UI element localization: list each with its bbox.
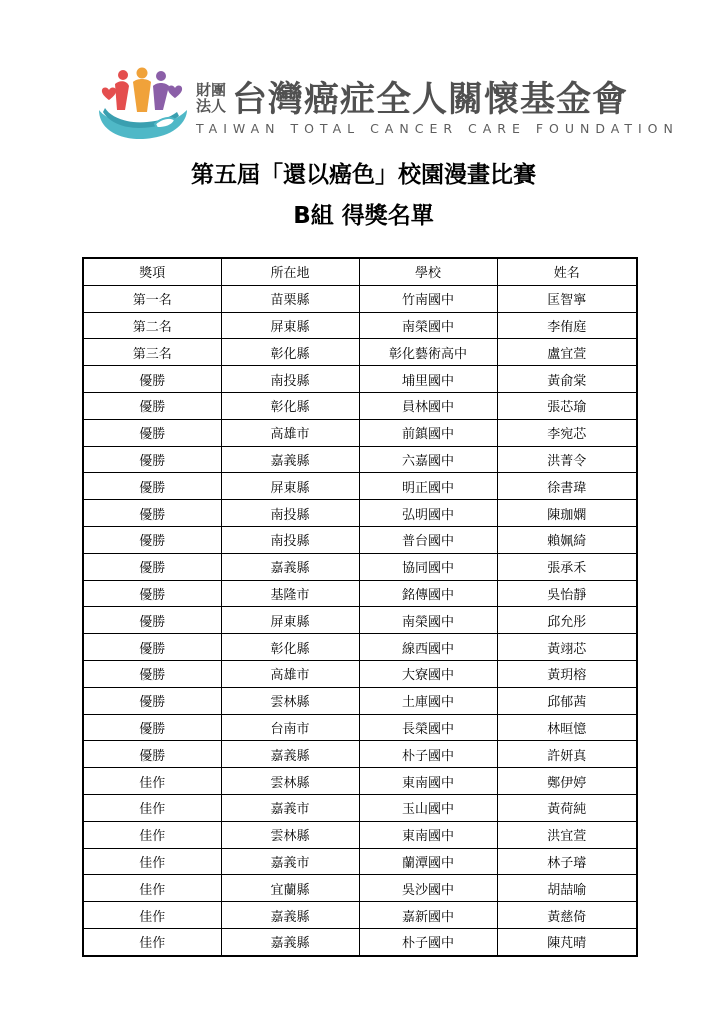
logo-small-line2: 法人 [196,97,227,115]
cell-name: 邱郁茜 [497,687,637,714]
cell-school: 前鎮國中 [359,419,497,446]
cell-award: 佳作 [83,821,221,848]
cell-name: 林子璿 [497,848,637,875]
cell-award: 優勝 [83,366,221,393]
cell-location: 嘉義縣 [221,553,359,580]
table-row [83,419,637,446]
cell-award: 第一名 [83,285,221,312]
header-name: 姓名 [497,258,637,285]
cell-location: 雲林縣 [221,821,359,848]
cell-school: 銘傳國中 [359,580,497,607]
cell-location: 南投縣 [221,526,359,553]
cell-name: 許妍真 [497,741,637,768]
cell-location: 彰化縣 [221,634,359,661]
cell-award: 優勝 [83,446,221,473]
cell-award: 優勝 [83,392,221,419]
cell-name: 胡喆喻 [497,875,637,902]
cell-location: 基隆市 [221,580,359,607]
cell-name: 匡智寧 [497,285,637,312]
cell-school: 普台國中 [359,526,497,553]
cell-award: 佳作 [83,794,221,821]
table-row [83,794,637,821]
cell-name: 黃慈倚 [497,902,637,929]
cell-school: 員林國中 [359,392,497,419]
cell-location: 嘉義市 [221,848,359,875]
logo-small-line1: 財團 [196,81,227,99]
cell-school: 線西國中 [359,634,497,661]
table-row [83,821,637,848]
award-list-table [82,257,638,957]
cell-school: 南榮國中 [359,312,497,339]
cell-award: 優勝 [83,500,221,527]
cell-school: 協同國中 [359,553,497,580]
cell-award: 優勝 [83,634,221,661]
cell-name: 林晅憶 [497,714,637,741]
cell-award: 第二名 [83,312,221,339]
cell-award: 佳作 [83,848,221,875]
foundation-logo [95,66,679,146]
cell-name: 黃翊芯 [497,634,637,661]
cell-location: 嘉義縣 [221,902,359,929]
cell-name: 陳芃晴 [497,928,637,955]
cell-school: 竹南國中 [359,285,497,312]
cell-school: 朴子國中 [359,741,497,768]
table-row [83,848,637,875]
cell-location: 嘉義縣 [221,928,359,955]
header-location: 所在地 [221,258,359,285]
cell-school: 明正國中 [359,473,497,500]
table-row [83,928,637,955]
cell-name: 黃玥榕 [497,660,637,687]
foundation-logo-icon [95,66,191,146]
cell-school: 長榮國中 [359,714,497,741]
cell-award: 優勝 [83,473,221,500]
cell-award: 優勝 [83,660,221,687]
cell-name: 賴姵綺 [497,526,637,553]
cell-award: 優勝 [83,580,221,607]
cell-name: 吳怡靜 [497,580,637,607]
cell-award: 佳作 [83,928,221,955]
cell-school: 土庫國中 [359,687,497,714]
cell-name: 張芯瑜 [497,392,637,419]
logo-english-name: TAIWAN TOTAL CANCER CARE FOUNDATION [196,121,679,136]
cell-school: 玉山國中 [359,794,497,821]
cell-location: 彰化縣 [221,392,359,419]
table-row [83,768,637,795]
cell-school: 吳沙國中 [359,875,497,902]
table-row [83,687,637,714]
cell-award: 優勝 [83,741,221,768]
logo-foundation-type [196,82,230,114]
cell-school: 彰化藝術高中 [359,339,497,366]
cell-name: 李侑庭 [497,312,637,339]
cell-award: 優勝 [83,607,221,634]
cell-award: 第三名 [83,339,221,366]
header-award: 獎項 [83,258,221,285]
cell-location: 嘉義市 [221,794,359,821]
cell-location: 台南市 [221,714,359,741]
table-row [83,446,637,473]
table-row [83,875,637,902]
cell-name: 黃荷純 [497,794,637,821]
cell-school: 朴子國中 [359,928,497,955]
cell-name: 陳珈嫻 [497,500,637,527]
table-row [83,607,637,634]
cell-school: 六嘉國中 [359,446,497,473]
cell-location: 屏東縣 [221,473,359,500]
cell-location: 高雄市 [221,660,359,687]
cell-school: 大寮國中 [359,660,497,687]
cell-name: 張承禾 [497,553,637,580]
table-header-row [83,258,637,285]
cell-award: 優勝 [83,419,221,446]
cell-school: 東南國中 [359,821,497,848]
table-body [83,285,637,955]
cell-location: 南投縣 [221,366,359,393]
table-row [83,741,637,768]
table-row [83,312,637,339]
cell-location: 屏東縣 [221,312,359,339]
cell-location: 屏東縣 [221,607,359,634]
table-row [83,366,637,393]
cell-name: 盧宜萱 [497,339,637,366]
cell-award: 優勝 [83,553,221,580]
table-row [83,660,637,687]
cell-award: 優勝 [83,687,221,714]
cell-name: 洪菁令 [497,446,637,473]
cell-school: 東南國中 [359,768,497,795]
cell-name: 徐書瑋 [497,473,637,500]
cell-location: 南投縣 [221,500,359,527]
cell-location: 雲林縣 [221,687,359,714]
cell-school: 埔里國中 [359,366,497,393]
table-row [83,580,637,607]
cell-award: 優勝 [83,714,221,741]
table-row [83,339,637,366]
cell-award: 佳作 [83,875,221,902]
table-row [83,285,637,312]
cell-location: 宜蘭縣 [221,875,359,902]
cell-name: 邱允彤 [497,607,637,634]
cell-location: 嘉義縣 [221,446,359,473]
cell-school: 弘明國中 [359,500,497,527]
table-row [83,714,637,741]
cell-location: 高雄市 [221,419,359,446]
table-row [83,392,637,419]
cell-location: 苗栗縣 [221,285,359,312]
document-subtitle: B組 得獎名單 [293,203,434,229]
cell-school: 南榮國中 [359,607,497,634]
cell-location: 彰化縣 [221,339,359,366]
table-row [83,500,637,527]
cell-name: 洪宜萱 [497,821,637,848]
table-row [83,526,637,553]
cell-award: 佳作 [83,902,221,929]
cell-location: 嘉義縣 [221,741,359,768]
table-row [83,634,637,661]
cell-location: 雲林縣 [221,768,359,795]
logo-name: 台灣癌症全人關懷基金會 [232,80,629,120]
document-title: 第五屆「還以癌色」校園漫畫比賽 [191,162,536,188]
header-school: 學校 [359,258,497,285]
cell-school: 蘭潭國中 [359,848,497,875]
cell-award: 優勝 [83,526,221,553]
cell-name: 黃俞棠 [497,366,637,393]
table-row [83,902,637,929]
cell-award: 佳作 [83,768,221,795]
cell-school: 嘉新國中 [359,902,497,929]
cell-name: 鄭伊婷 [497,768,637,795]
cell-name: 李宛芯 [497,419,637,446]
table-row [83,553,637,580]
table-row [83,473,637,500]
